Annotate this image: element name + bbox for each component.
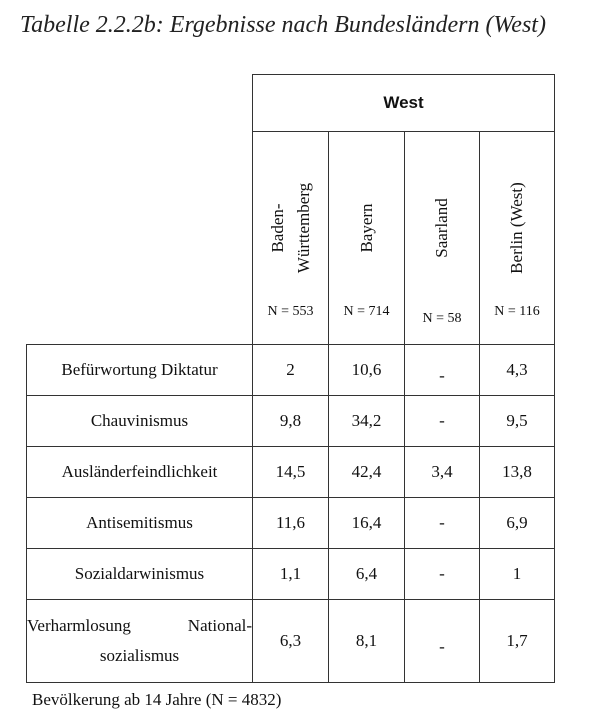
- table-cell: 4,3: [480, 345, 555, 396]
- column-label: [354, 203, 380, 252]
- table-cell: 6,3: [253, 600, 329, 683]
- column-sample-size: N = 58: [422, 311, 462, 326]
- table-row: [27, 447, 555, 498]
- table-cell: 10,6: [329, 345, 405, 396]
- column-label-line: Bayern: [356, 203, 376, 253]
- table-cell: 42,4: [329, 447, 405, 498]
- column-label-line: Baden-: [267, 203, 287, 253]
- table-cell: 13,8: [480, 447, 555, 498]
- table-row: [27, 345, 555, 396]
- column-sample-size: N = 553: [267, 304, 314, 319]
- table-cell: -: [405, 498, 480, 549]
- table-cell: 34,2: [329, 396, 405, 447]
- column-label: [265, 183, 317, 273]
- table-cell: 16,4: [329, 498, 405, 549]
- corner-cell: [27, 132, 253, 345]
- row-label-word: National-: [187, 616, 252, 635]
- row-label: Befürwortung Diktatur: [27, 345, 253, 396]
- column-sample-size: N = 116: [494, 304, 540, 319]
- column-header-bayern: [329, 132, 405, 345]
- column-label-line: Württemberg: [293, 182, 313, 274]
- column-header-baden-wuerttemberg: [253, 132, 329, 345]
- row-label: Ausländerfeindlichkeit: [27, 447, 253, 498]
- region-header-row: [27, 75, 555, 132]
- footnote: Bevölkerung ab 14 Jahre (N = 4832): [32, 690, 282, 709]
- row-label-line: [27, 611, 252, 641]
- table-cell: 6,4: [329, 549, 405, 600]
- table-cell: 3,4: [405, 447, 480, 498]
- table-cell: 9,8: [253, 396, 329, 447]
- table-cell: 1: [480, 549, 555, 600]
- column-label: [504, 182, 530, 274]
- table-cell: 2: [253, 345, 329, 396]
- table-cell: 1,7: [480, 600, 555, 683]
- table-row: [27, 396, 555, 447]
- dash-value: -: [439, 637, 445, 656]
- row-label: [27, 600, 253, 683]
- table-cell: 9,5: [480, 396, 555, 447]
- column-label-line: Saarland: [432, 198, 451, 258]
- table-cell: 8,1: [329, 600, 405, 683]
- row-label: Chauvinismus: [27, 396, 253, 447]
- table-row: [27, 498, 555, 549]
- column-label: [429, 198, 455, 257]
- table-cell: 6,9: [480, 498, 555, 549]
- column-header-saarland: [405, 132, 480, 345]
- table-cell: [405, 345, 480, 396]
- column-sample-size: N = 714: [343, 304, 390, 319]
- corner-cell: [27, 75, 253, 132]
- dash-value: -: [439, 366, 445, 385]
- table-cell: 14,5: [253, 447, 329, 498]
- table-row: [27, 600, 555, 683]
- table-cell: -: [405, 549, 480, 600]
- row-label-word: Verharmlosung: [27, 616, 131, 635]
- region-header-west: West: [253, 75, 555, 132]
- column-label-line: Berlin (West): [507, 182, 526, 274]
- table-cell: -: [405, 396, 480, 447]
- results-table: [26, 74, 555, 683]
- table-row: [27, 549, 555, 600]
- column-header-berlin-west: [480, 132, 555, 345]
- table-title: Tabelle 2.2.2b: Ergebnisse nach Bundesländern (West): [20, 12, 546, 38]
- table-cell: [405, 600, 480, 683]
- row-label-line: sozialismus: [99, 646, 180, 665]
- column-header-row: [27, 132, 555, 345]
- row-label: Antisemitismus: [27, 498, 253, 549]
- row-label: Sozialdarwinismus: [27, 549, 253, 600]
- table-cell: 1,1: [253, 549, 329, 600]
- table-cell: 11,6: [253, 498, 329, 549]
